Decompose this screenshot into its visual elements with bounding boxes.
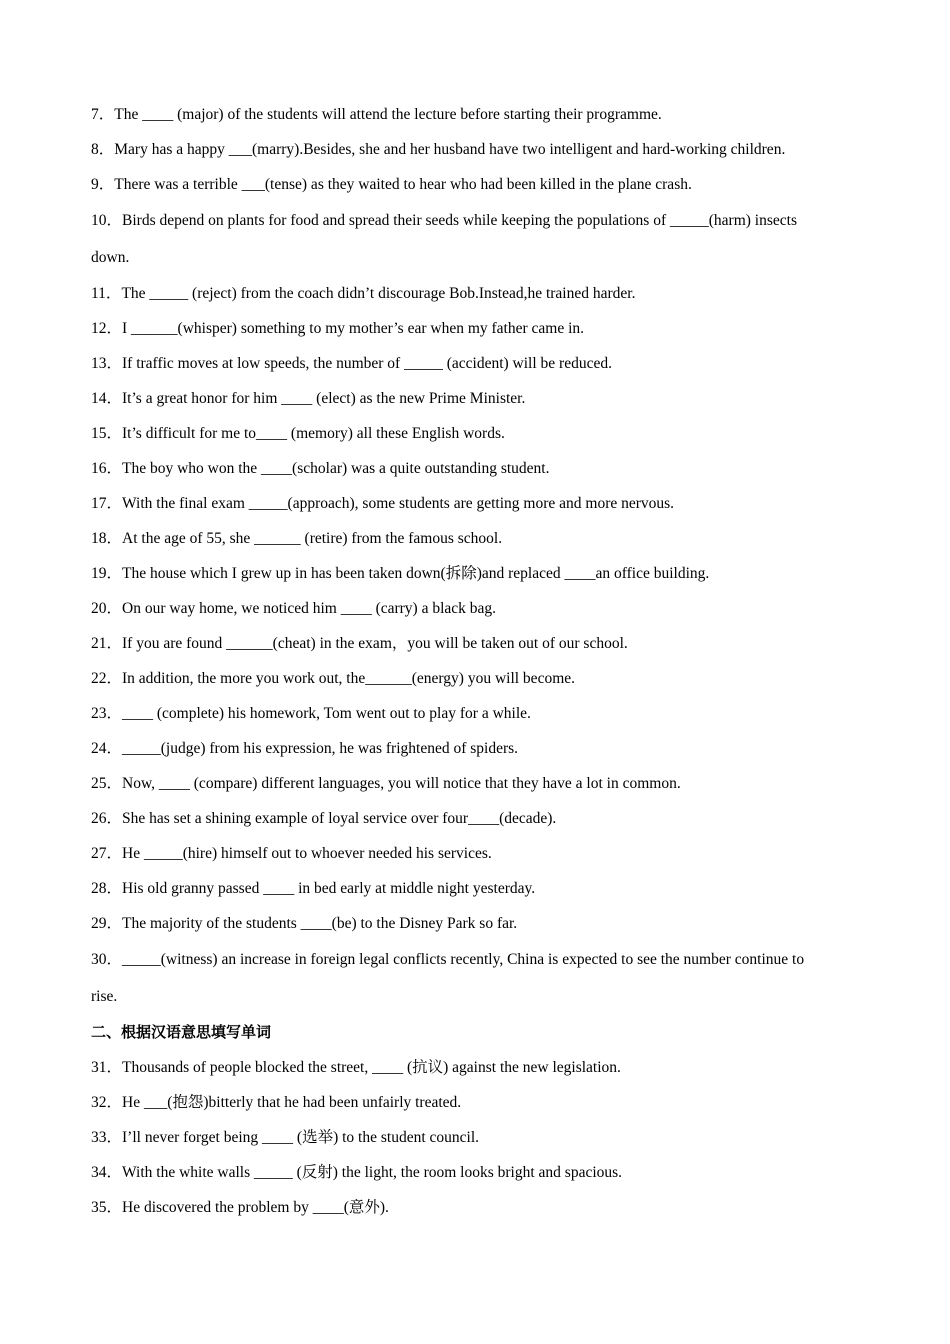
question-22: 22．In addition, the more you work out, the______(energy) you will become. xyxy=(91,670,576,687)
question-8: 8．Mary has a happy ___(marry).Besides, she and her husband have two intelligent and hard-working children. xyxy=(91,141,786,158)
section-heading: 二、根据汉语意思填写单词 xyxy=(91,1023,272,1041)
question-20: 20．On our way home, we noticed him ____ (carry) a black bag. xyxy=(91,600,497,617)
question-32: 32．He ___(抱怨)bitterly that he had been unfairly treated. xyxy=(91,1094,462,1111)
question-18: 18．At the age of 55, she ______ (retire) from the famous school. xyxy=(91,530,503,547)
question-33: 33．I’ll never forget being ____ (选举) to the student council. xyxy=(91,1129,480,1146)
question-24: 24．_____(judge) from his expression, he was frightened of spiders. xyxy=(91,740,519,757)
question-23: 23．____ (complete) his homework, Tom went out to play for a while. xyxy=(91,705,531,722)
question-21: 21．If you are found ______(cheat) in the exam，you will be taken out of our school. xyxy=(91,635,628,652)
question-13: 13．If traffic moves at low speeds, the number of _____ (accident) will be reduced. xyxy=(91,355,612,372)
question-34: 34．With the white walls _____ (反射) the light, the room looks bright and spacious. xyxy=(91,1164,623,1181)
question-9: 9．There was a terrible ___(tense) as they waited to hear who had been killed in the plane crash. xyxy=(91,176,692,193)
question-17: 17．With the final exam _____(approach), some students are getting more and more nervous. xyxy=(91,495,675,512)
question-14: 14．It’s a great honor for him ____ (elect) as the new Prime Minister. xyxy=(91,390,526,407)
question-19: 19．The house which I grew up in has been taken down(拆除)and replaced ____an office building. xyxy=(91,565,710,582)
question-28: 28．His old granny passed ____ in bed early at middle night yesterday. xyxy=(91,880,536,897)
question-12: 12．I ______(whisper) something to my mother’s ear when my father came in. xyxy=(91,320,585,337)
question-10: 10．Birds depend on plants for food and spread their seeds while keeping the populations of _____(harm) insects down. xyxy=(91,212,797,266)
question-35: 35．He discovered the problem by ____(意外). xyxy=(91,1199,389,1216)
question-11: 11．The _____ (reject) from the coach didn’t discourage Bob.Instead,he trained harder. xyxy=(91,285,636,302)
question-29: 29．The majority of the students ____(be) to the Disney Park so far. xyxy=(91,915,518,932)
question-31: 31．Thousands of people blocked the street, ____ (抗议) against the new legislation. xyxy=(91,1059,621,1076)
question-27: 27．He _____(hire) himself out to whoever needed his services. xyxy=(91,845,492,862)
question-16: 16．The boy who won the ____(scholar) was a quite outstanding student. xyxy=(91,460,550,477)
question-25: 25．Now, ____ (compare) different languages, you will notice that they have a lot in common. xyxy=(91,775,681,792)
question-30: 30．_____(witness) an increase in foreign legal conflicts recently, China is expected to see the number continue to rise. xyxy=(91,951,805,1005)
question-7: 7．The ____ (major) of the students will attend the lecture before starting their programme. xyxy=(91,106,662,123)
exercise-content xyxy=(91,97,863,1225)
question-15: 15．It’s difficult for me to____ (memory) all these English words. xyxy=(91,425,505,442)
question-26: 26．She has set a shining example of loyal service over four____(decade). xyxy=(91,810,557,827)
